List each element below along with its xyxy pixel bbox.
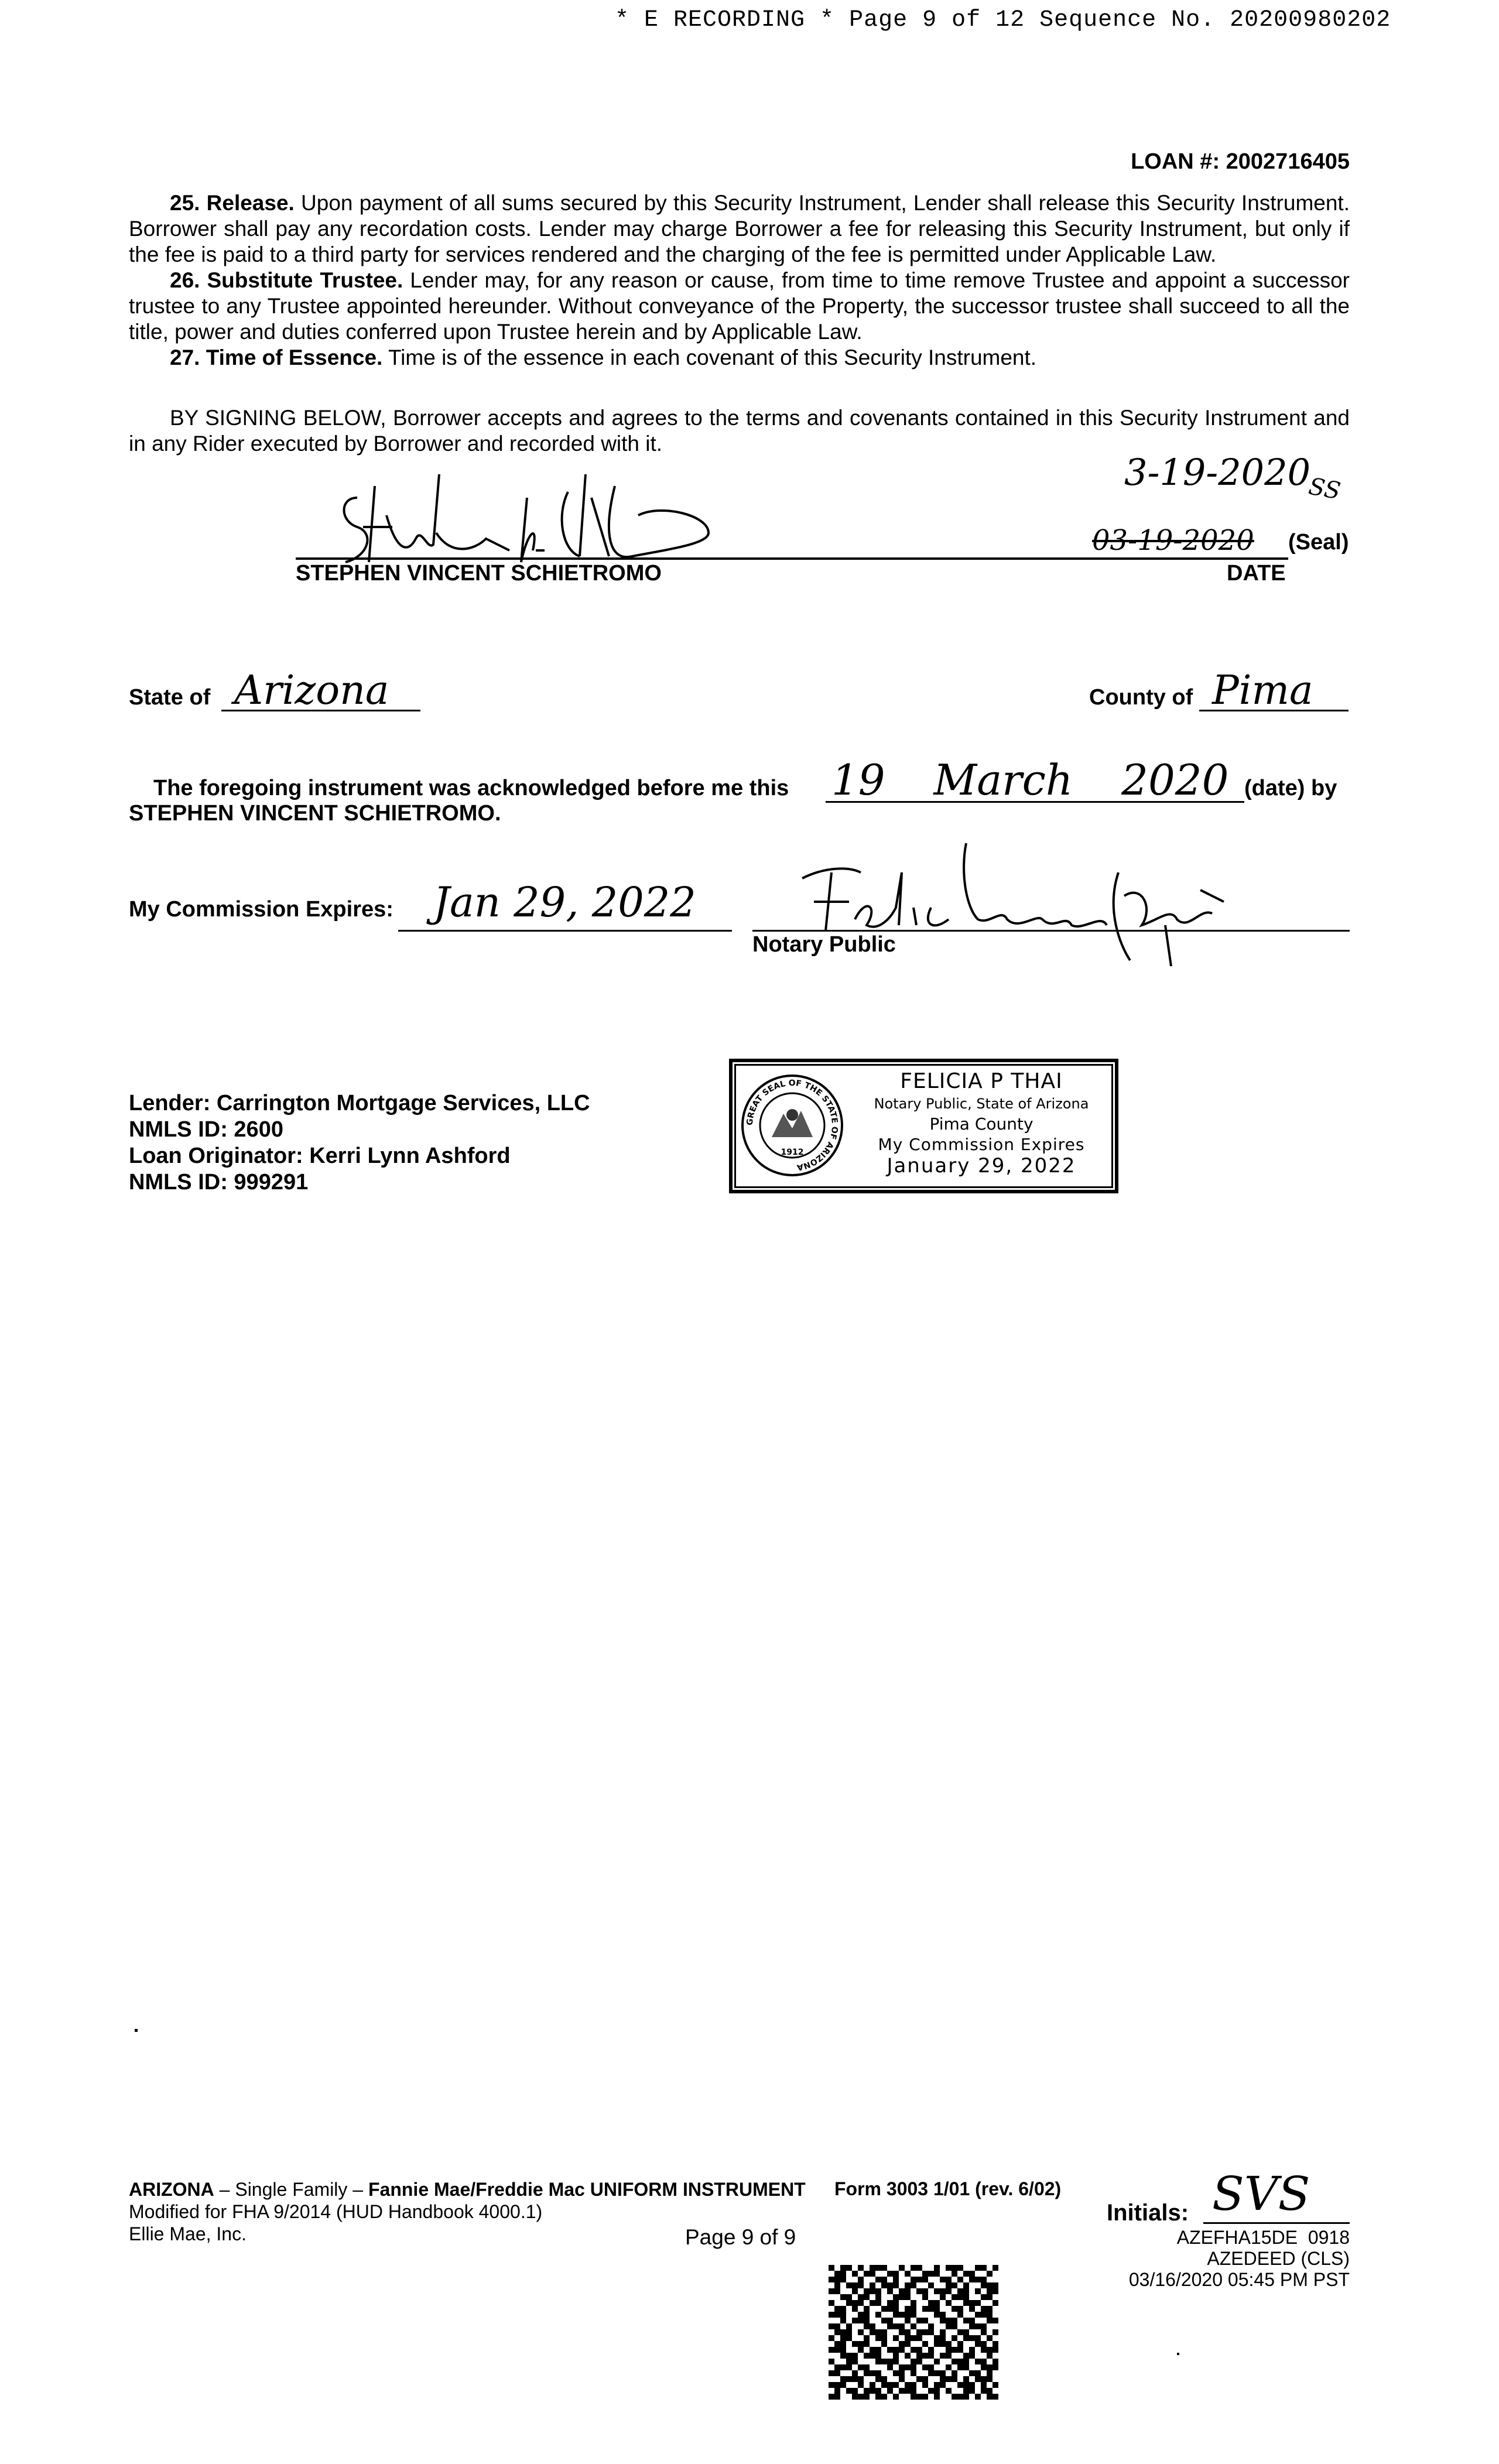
borrower-name: STEPHEN VINCENT SCHIETROMO — [296, 561, 662, 586]
page-number: Page 9 of 9 — [685, 2225, 796, 2249]
county-label: County of — [1089, 685, 1193, 710]
state-value: Arizona — [234, 668, 389, 714]
form-title-mid: – Single Family – — [214, 2179, 368, 2200]
state-label: State of — [129, 685, 211, 710]
initials-label: Initials: — [1107, 2200, 1189, 2226]
recording-header: * E RECORDING * Page 9 of 12 Sequence No. 20200980202 — [615, 7, 1391, 33]
signature-line — [296, 557, 1288, 560]
originator-line: Loan Originator: Kerri Lynn Ashford — [129, 1144, 511, 1168]
stamp-line2: Pima County — [929, 1114, 1033, 1134]
section-text: Upon payment of all sums secured by this Security Instrument, Lender shall release this Security Instrument. Borrower shall pay any recordation costs. Lender may charge Borrower a fee for releasing this Security Instrument, but only if the fee is paid to a third party for services rendered and the charging of the fee is permitted under Applicable Law. — [129, 191, 1350, 266]
commission-label: My Commission Expires: — [129, 897, 393, 922]
section-title: 25. Release. — [170, 191, 295, 215]
notary-label: Notary Public — [752, 932, 896, 957]
lender-line: Lender: Carrington Mortgage Services, LLC — [129, 1091, 590, 1115]
loan-number: LOAN #: 2002716405 — [1131, 149, 1350, 174]
print-timestamp: 03/16/2020 05:45 PM PST — [1128, 2269, 1350, 2290]
ack-name: STEPHEN VINCENT SCHIETROMO. — [129, 801, 501, 826]
section-text: Time is of the essence in each covenant of this Security Instrument. — [382, 345, 1037, 369]
form-code: AZEFHA15DE 0918 — [1176, 2227, 1350, 2248]
stamp-text — [847, 1069, 1116, 1178]
form-state: ARIZONA — [129, 2179, 214, 2200]
initials-line — [1203, 2222, 1350, 2224]
stray-mark — [1177, 2353, 1179, 2355]
deed-code: AZEDEED (CLS) — [1207, 2248, 1350, 2269]
signing-statement: BY SIGNING BELOW, Borrower accepts and agrees to the terms and covenants contained in this Security Instrument and in any Rider executed by Borrower and recorded with it. — [129, 406, 1350, 456]
stamp-line1: Notary Public, State of Arizona — [874, 1096, 1089, 1112]
stamp-line4: January 29, 2022 — [887, 1154, 1076, 1178]
handwritten-date: 3-19-2020 — [1124, 451, 1311, 494]
state-seal-icon — [740, 1073, 845, 1178]
document-barcode-icon — [829, 2265, 998, 2400]
form-title-bold: Fannie Mae/Freddie Mac UNIFORM INSTRUMENT — [368, 2179, 806, 2200]
notary-stamp — [729, 1059, 1118, 1193]
initials-mark: SS — [1306, 473, 1343, 505]
stamp-line3: My Commission Expires — [878, 1135, 1085, 1154]
lender-nmls: NMLS ID: 2600 — [129, 1117, 283, 1142]
section-title: 27. Time of Essence. — [170, 345, 383, 369]
form-title — [129, 2178, 806, 2201]
section-text: Lender may, for any reason or cause, from time to time remove Trustee and appoint a successor trustee to any Trustee appointed hereunder. Without conveyance of the Property, the successor trustee shall succeed to all the title, power and duties conferred upon Trustee herein and by Applicable Law. — [129, 268, 1350, 344]
ack-date: 19 March 2020 — [831, 755, 1229, 805]
ack-text: The foregoing instrument was acknowledged before me this — [153, 776, 789, 800]
form-number: Form 3003 1/01 (rev. 6/02) — [834, 2178, 1062, 2199]
lender-info — [129, 1090, 590, 1196]
footer-codes — [1129, 2227, 1350, 2290]
seal-text: GREAT SEAL OF THE STATE OF ARIZONA — [745, 1078, 840, 1172]
covenant-sections — [129, 190, 1350, 371]
seal-label: (Seal) — [1288, 530, 1349, 555]
commission-value: Jan 29, 2022 — [433, 878, 696, 926]
date-label: DATE — [1227, 561, 1286, 586]
section-title: 26. Substitute Trustee. — [170, 268, 403, 292]
stamp-name: FELICIA P THAI — [900, 1069, 1063, 1093]
section-substitute-trustee — [129, 268, 1350, 345]
county-value: Pima — [1212, 668, 1313, 714]
commission-line — [398, 930, 732, 932]
seal-year: 1912 — [781, 1148, 804, 1157]
originator-nmls: NMLS ID: 999291 — [129, 1170, 309, 1195]
stray-mark — [135, 2029, 138, 2032]
section-time-of-essence — [129, 345, 1350, 371]
notary-signature — [790, 837, 1236, 972]
initials-value: SVS — [1212, 2167, 1310, 2221]
struck-date: 03-19-2020 — [1092, 524, 1254, 557]
section-release — [129, 190, 1350, 268]
form-vendor: Ellie Mae, Inc. — [129, 2223, 247, 2244]
signing-statement-block — [129, 405, 1350, 457]
date-by-label: (date) by — [1244, 776, 1337, 800]
form-modified: Modified for FHA 9/2014 (HUD Handbook 4000.1) — [129, 2201, 543, 2222]
